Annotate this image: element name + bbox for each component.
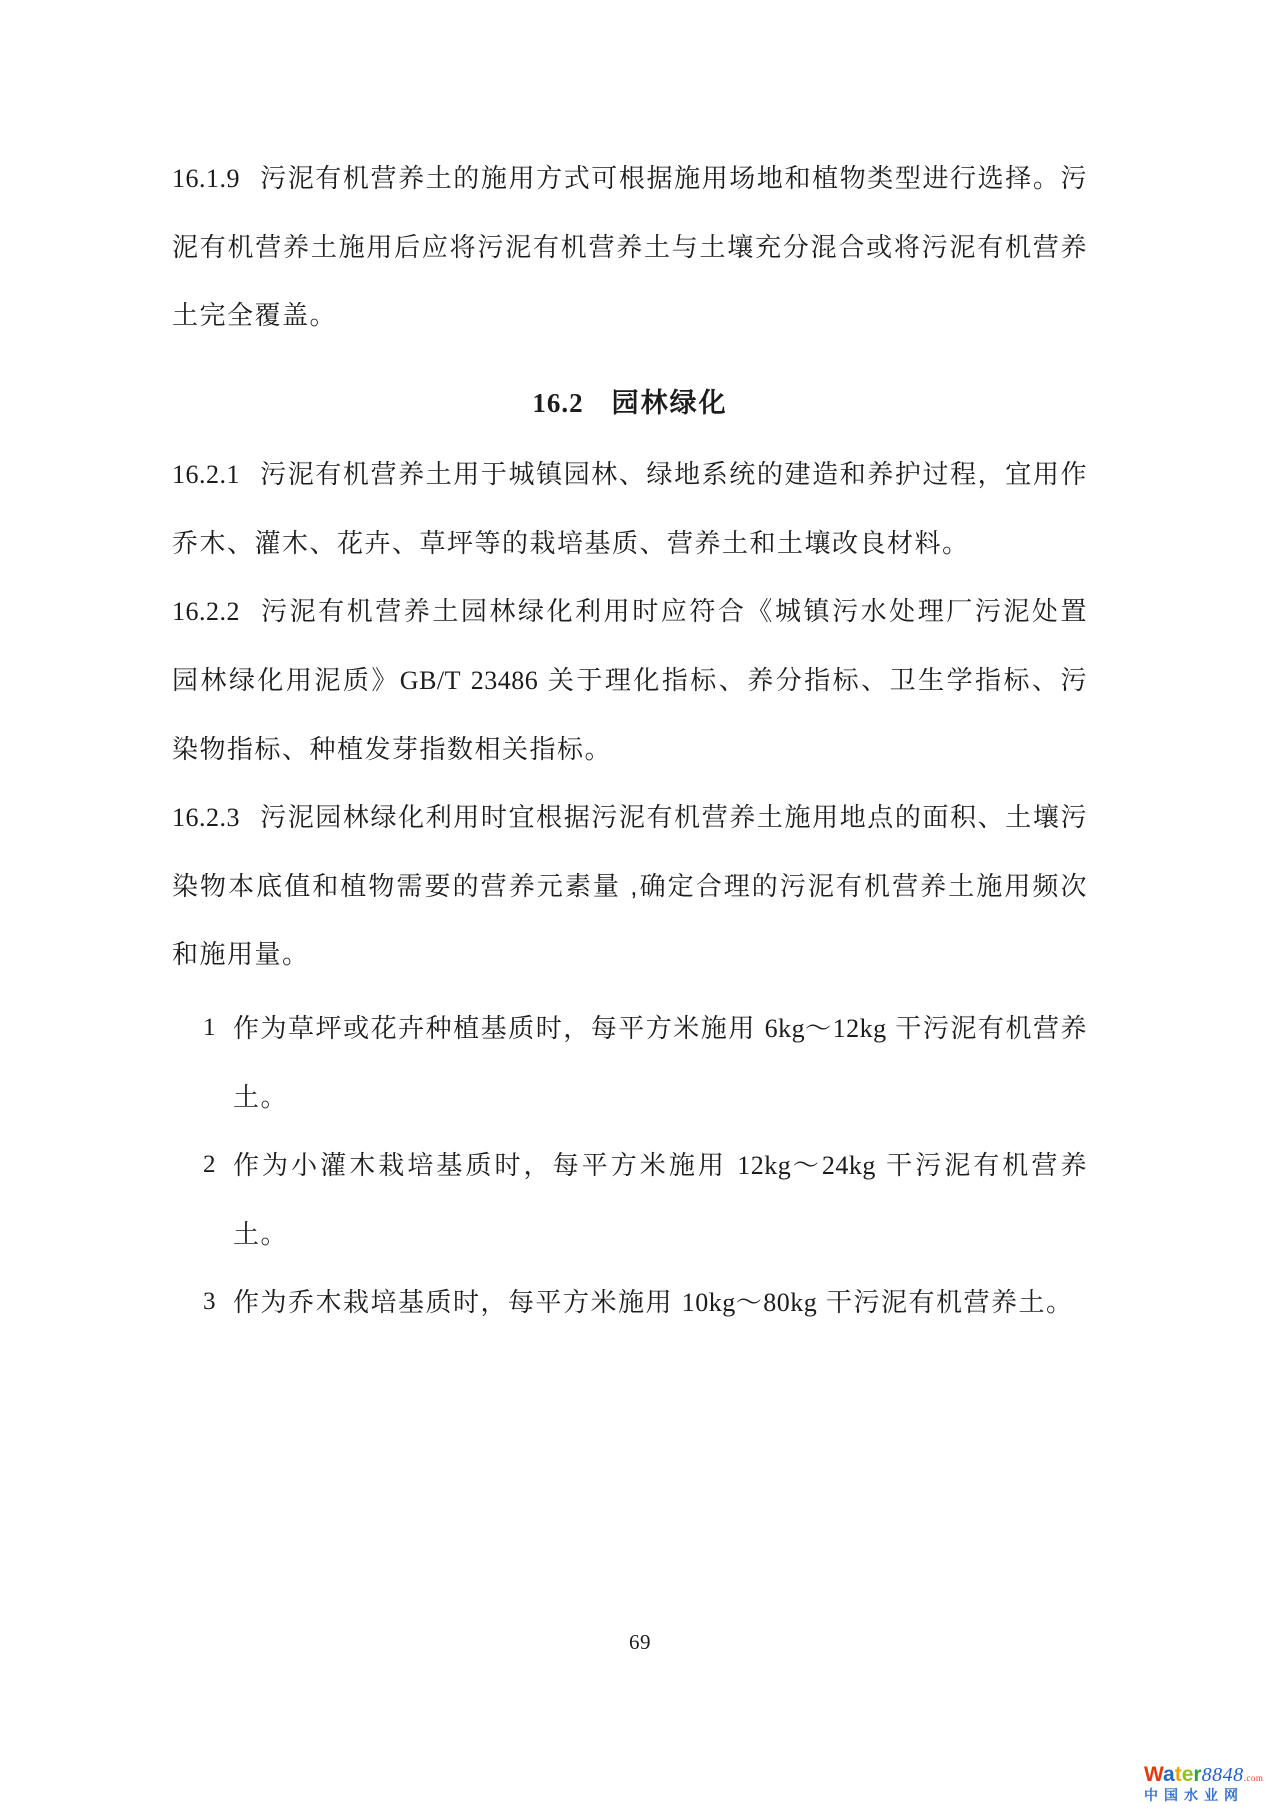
list-item-text: 作为草坪或花卉种植基质时，每平方米施用 6kg～12kg 干污泥有机营养土。 (233, 1013, 1088, 1112)
watermark-brand-tld: .com (1243, 1773, 1264, 1783)
clause-16-1-9-text: 污泥有机营养土的施用方式可根据施用场地和植物类型进行选择。污泥有机营养土施用后应将污泥有机营养土与土壤充分混合或将污泥有机营养土完全覆盖。 (172, 163, 1088, 330)
clause-16-2-2 (172, 577, 1088, 783)
clause-16-2-3-number: 16.2.3 (172, 803, 240, 832)
watermark-brand-number: 8848 (1201, 1764, 1244, 1786)
clause-16-2-3 (172, 783, 1088, 988)
list-item (172, 994, 1088, 1131)
clause-16-2-1-number: 16.2.1 (172, 460, 240, 489)
watermark-logo (1144, 1764, 1274, 1802)
clause-16-2-2-number: 16.2.2 (172, 597, 240, 626)
list-item (172, 1131, 1088, 1268)
section-heading-number: 16.2 (532, 388, 584, 418)
clause-16-2-3-text: 污泥园林绿化利用时宜根据污泥有机营养土施用地点的面积、土壤污染物本底值和植物需要的营养元素量 ,确定合理的污泥有机营养土施用频次和施用量。 (172, 802, 1088, 969)
list-item-number: 1 (203, 1014, 216, 1041)
clause-16-2-2-text: 污泥有机营养土园林绿化利用时应符合《城镇污水处理厂污泥处置 园林绿化用泥质》GB/T 23486 关于理化指标、养分指标、卫生学指标、污染物指标、种植发芽指数相关指标。 (172, 596, 1088, 764)
clause-16-2-1 (172, 440, 1088, 577)
list-item-text: 作为乔木栽培基质时，每平方米施用 10kg～80kg 干污泥有机营养土。 (233, 1287, 1074, 1317)
page-content (172, 144, 1088, 1337)
list-item-number: 3 (203, 1288, 216, 1315)
section-heading-16-2 (172, 369, 1088, 437)
page-number: 69 (629, 1630, 651, 1654)
section-heading-title: 园林绿化 (611, 388, 728, 418)
watermark-subtitle: 中国水业网 (1144, 1787, 1244, 1803)
list-item-text: 作为小灌木栽培基质时，每平方米施用 12kg～24kg 干污泥有机营养土。 (233, 1150, 1088, 1249)
application-rate-list (172, 994, 1088, 1337)
list-item-number: 2 (203, 1151, 216, 1178)
list-item (172, 1268, 1088, 1337)
clause-16-2-1-text: 污泥有机营养土用于城镇园林、绿地系统的建造和养护过程，宜用作乔木、灌木、花卉、草坪等的栽培基质、营养土和土壤改良材料。 (172, 459, 1088, 558)
clause-16-1-9 (172, 144, 1088, 349)
watermark-brand-word: Water (1144, 1763, 1202, 1786)
watermark-brand-row (1144, 1764, 1274, 1785)
clause-16-1-9-number: 16.1.9 (172, 164, 240, 193)
